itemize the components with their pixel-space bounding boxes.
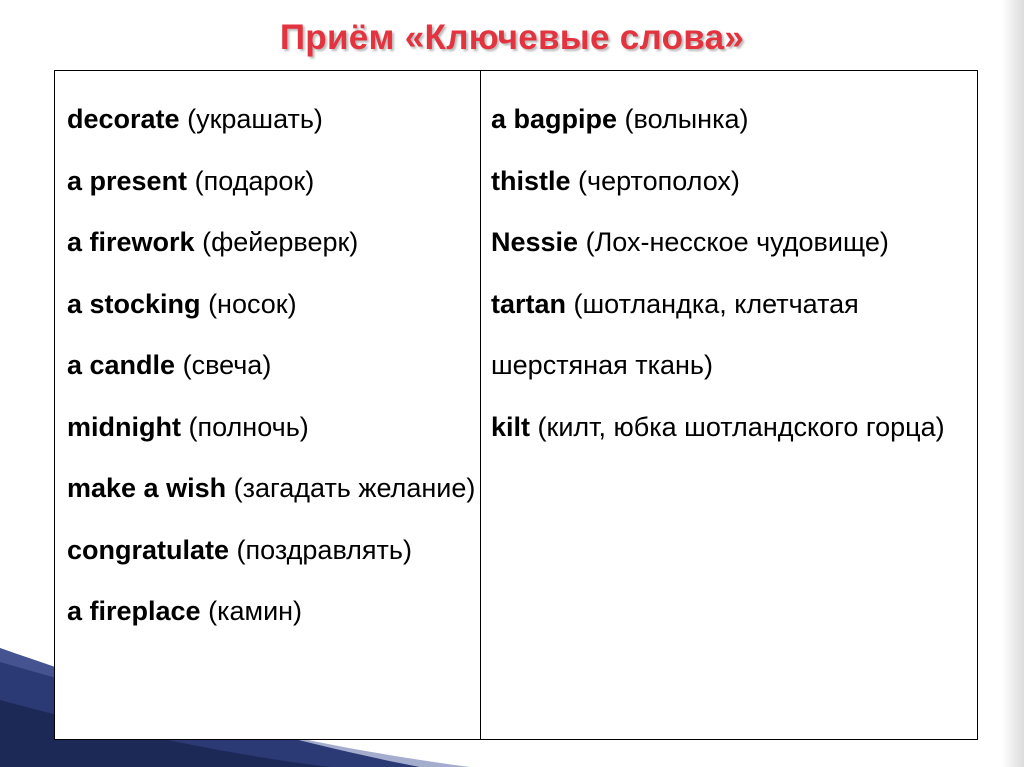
vocab-term: a candle [67, 350, 176, 380]
vocab-translation: (фейерверк) [202, 227, 359, 257]
vocab-term: decorate [67, 104, 180, 134]
vocab-translation: (чертополох) [578, 165, 740, 196]
left-column [55, 71, 481, 739]
vocab-entry [491, 274, 967, 397]
vocab-term: a present [67, 165, 188, 196]
vocab-translation: (полночь) [188, 411, 309, 442]
vocab-term: midnight [67, 411, 181, 442]
vocab-term: a firework [67, 227, 195, 257]
vocab-translation: (камин) [208, 596, 303, 626]
vocab-entry [67, 89, 480, 151]
vocab-translation: (Лох-несское чудовище) [585, 227, 889, 257]
right-column [481, 71, 977, 739]
vocab-translation: (шотландка, клетчатая шерстяная ткань) [491, 288, 859, 380]
vocab-term: a bagpipe [491, 104, 618, 134]
vocab-term: congratulate [67, 534, 230, 565]
vocab-entry [491, 212, 967, 274]
vocab-entry [67, 458, 480, 520]
right-edge-shadow [1002, 0, 1024, 767]
vocab-entry [491, 397, 967, 459]
vocab-translation: (свеча) [182, 350, 272, 380]
vocab-entry [67, 335, 480, 397]
vocab-entry [67, 274, 480, 336]
vocab-term: thistle [491, 165, 571, 196]
vocab-entry [67, 151, 480, 213]
vocab-translation: (загадать желание) [233, 473, 476, 503]
vocab-entry [67, 581, 480, 643]
vocab-translation: (поздравлять) [236, 534, 412, 565]
vocab-term: make a wish [67, 473, 227, 503]
vocab-translation: (килт, юбка шотландского горца) [537, 411, 945, 442]
vocab-term: a fireplace [67, 596, 201, 626]
vocab-translation: (украшать) [187, 104, 323, 134]
vocab-translation: (носок) [208, 288, 297, 319]
vocab-term: tartan [491, 288, 567, 319]
vocab-term: Nessie [491, 227, 579, 257]
vocabulary-table [54, 70, 978, 740]
vocab-entry [491, 89, 967, 151]
vocab-entry [67, 520, 480, 582]
vocab-term: kilt [491, 411, 531, 442]
vocab-term: a stocking [67, 288, 201, 319]
vocab-entry [491, 151, 967, 213]
vocab-entry [67, 397, 480, 459]
slide-title: Приём «Ключевые слова» [279, 18, 745, 57]
vocab-translation: (волынка) [624, 104, 749, 134]
vocab-entry [67, 212, 480, 274]
vocab-translation: (подарок) [194, 165, 315, 196]
